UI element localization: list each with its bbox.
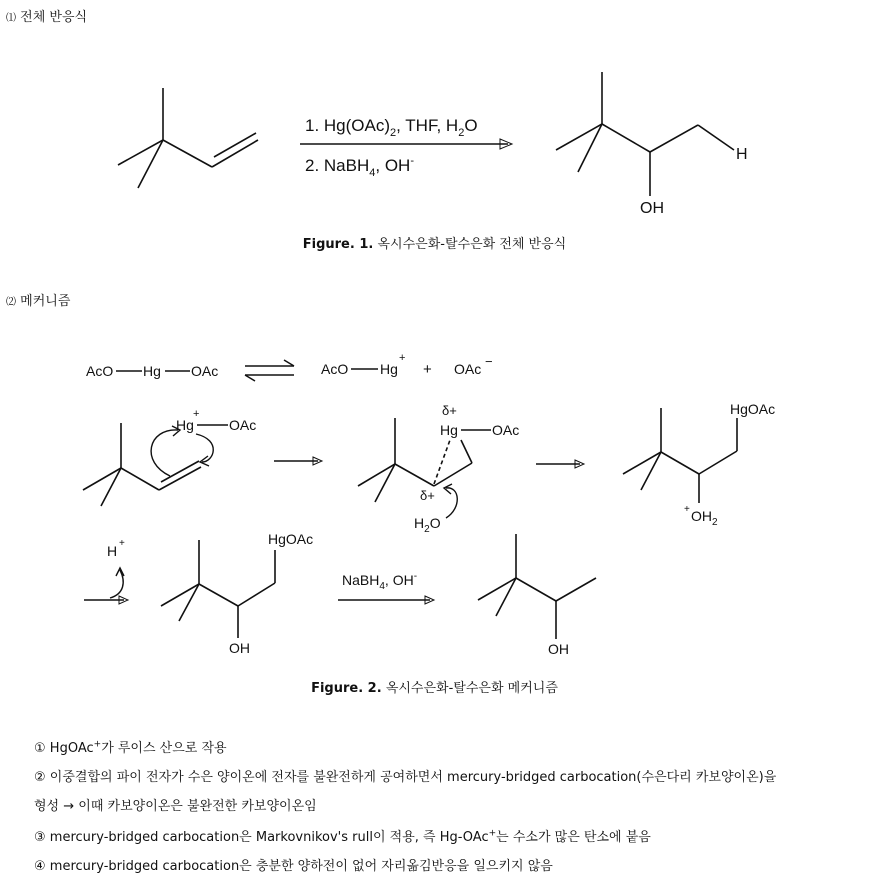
water-label: $H_2O$ [414,515,441,535]
figure-2-label: Figure. 2. [311,681,382,696]
note-3-text-a: mercury-bridged carbocation은 Markovnikov's rull이 적용, 즉 Hg-OAc [49,830,489,845]
fig2-organomercury-alcohol [161,531,313,656]
plus-sign: + [423,361,432,378]
delta-plus-mercury: δ+ [442,403,457,418]
figure-1-text: 옥시수은화-탈수은화 전체 반응식 [377,237,567,252]
fig2-arrow-1 [274,457,322,465]
note-1-sup: + [93,739,102,750]
oxonium-label: $OH_2$ [691,508,718,528]
note-3-text-b: 는 수소가 많은 탄소에 붙음 [496,830,651,845]
hgoac-label-1: HgOAc [730,401,776,417]
acetate-label-3: OAc [492,422,520,438]
note-1 [34,737,227,756]
acetate-label: AcO [321,361,349,377]
figure-2-caption [0,677,869,696]
note-1-number: ① [34,741,46,756]
mercury-label: Hg [143,363,161,379]
fig2-oxonium-intermediate [623,401,775,528]
fig2-bridged-carbocation [358,403,519,535]
fig1-condition-1: 1. $Hg(OAc)_2$, THF, $H_2O$ [305,116,478,139]
figure-2-text: 옥시수은화-탈수은화 메커니즘 [385,681,558,696]
note-2-continuation-text: 형성 → 이때 카보양이온은 불완전한 카보양이온임 [34,799,317,814]
note-4-text: mercury-bridged carbocation은 충분한 양하전이 없어 자리옮김반응을 일으키지 않음 [49,859,553,874]
acetate-anion-label: OAc [454,361,482,377]
proton-label: H [107,543,118,559]
mercury-charge: + [399,352,406,364]
hydroxyl-label-2: OH [548,641,569,657]
hgoac-label-2: HgOAc [268,531,314,547]
fig2-alkene-attack [83,408,256,506]
section-2-title: 메커니즘 [20,294,71,309]
note-1-text-b: 가 루이스 산으로 작용 [101,741,227,756]
acetate-charge: − [485,354,493,369]
fig1-product-structure [556,72,734,196]
section-2-heading [6,290,70,309]
mercury-charge-2: + [193,408,200,420]
delta-plus-carbon: δ+ [420,488,435,503]
proton-charge: + [119,538,125,549]
note-3 [34,826,651,845]
mercury-cation-label: Hg [380,361,398,377]
section-1-number: ⑴ [6,13,16,24]
note-2-text: 이중결합의 파이 전자가 수은 양이온에 전자를 불완전하게 공여하면서 mercury-bridged carbocation(수은다리 카보양이온)을 [49,770,777,785]
figure-1-label: Figure. 1. [302,237,374,252]
mercury-label-2: Hg [176,417,194,433]
fig2-arrow-2 [536,460,584,468]
note-4 [34,855,553,874]
fig1-product-hydrogen-label: H [736,146,748,163]
mercury-label-3: Hg [440,422,458,438]
note-3-number: ③ [34,830,46,845]
note-2-continuation [34,795,317,814]
fig1-reaction-arrow [300,139,512,149]
nabh4-label: NaBH$_4$, OH- [342,571,418,592]
note-2-number: ② [34,770,46,785]
fig1-reactant-structure [118,88,258,188]
hydroxyl-label-1: OH [229,640,250,656]
acetate-label-2: OAc [229,417,257,433]
fig1-product-hydroxyl-label: OH [640,200,664,217]
oxonium-charge: + [684,504,690,515]
note-3-sup: + [488,828,497,839]
section-1-title: 전체 반응식 [20,10,88,25]
fig2-final-alcohol [478,534,596,657]
acetate-right-label: OAc [191,363,219,379]
fig2-demercuration-arrow [338,571,434,604]
note-1-text-a: HgOAc [49,741,94,756]
acetate-left-label: AcO [86,363,114,379]
figure-1-caption [0,233,869,252]
note-2 [34,766,864,785]
section-2-number: ⑵ [6,297,16,308]
fig1-condition-2: 2. NaBH$_4$, OH- [305,155,414,179]
fig2-deprotonation [84,538,128,604]
fig2-dissociation-equilibrium [86,352,493,381]
note-4-number: ④ [34,859,46,874]
